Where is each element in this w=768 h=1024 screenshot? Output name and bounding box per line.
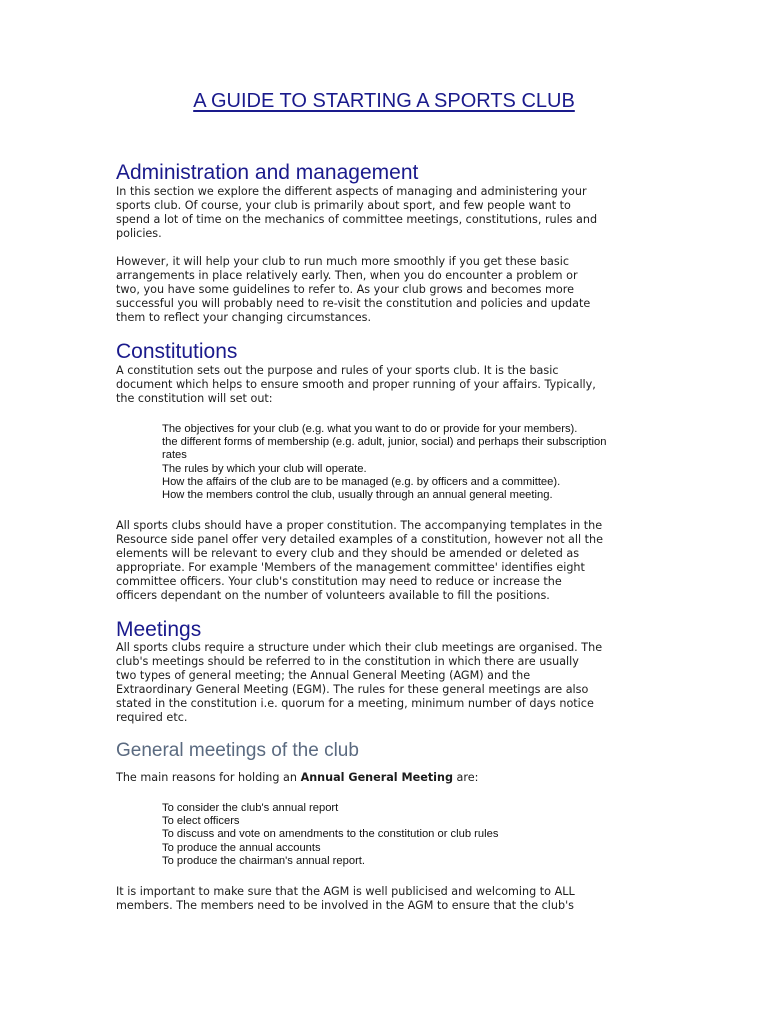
- text-line: two types of general meeting; the Annual General Meeting (AGM) and the: [116, 668, 531, 682]
- admin-paragraph-2: [116, 255, 656, 325]
- text-line: successful you will probably need to re-visit the constitution and policies and update: [116, 296, 591, 310]
- list-item: The objectives for your club (e.g. what you want to do or provide for your members).: [162, 423, 578, 435]
- text-line: In this section we explore the different aspects of managing and administering your: [116, 185, 587, 198]
- text-line: members. The members need to be involved in the AGM to ensure that the club's: [116, 898, 575, 912]
- text-line: document which helps to ensure smooth and proper running of your affairs. Typically,: [116, 377, 596, 391]
- constitution-contents-list: [162, 423, 662, 502]
- document-title: A GUIDE TO STARTING A SPORTS CLUB: [193, 90, 575, 112]
- list-item: To produce the annual accounts: [162, 841, 321, 854]
- list-item: To consider the club's annual report: [162, 802, 339, 814]
- text-line: spend a lot of time on the mechanics of committee meetings, constitutions, rules and: [116, 212, 598, 226]
- list-item: How the members control the club, usually through an annual general meeting.: [162, 489, 553, 502]
- text-line: arrangements in place relatively early. Then, when you do encounter a problem or: [116, 268, 578, 282]
- constitutions-paragraph-2: [116, 519, 656, 602]
- list-item: How the affairs of the club are to be managed (e.g. by officers and a committee).: [162, 475, 561, 488]
- intro-text: The main reasons for holding an: [116, 771, 301, 784]
- list-item: To elect officers: [162, 815, 240, 828]
- text-line: Resource side panel offer very detailed examples of a constitution, however not all the: [116, 532, 603, 546]
- text-line: the constitution will set out:: [116, 391, 273, 405]
- general-meetings-intro: [116, 771, 656, 785]
- heading-general-meetings: General meetings of the club: [116, 740, 359, 761]
- text-line: appropriate. For example 'Members of the management committee' identifies eight: [116, 560, 585, 574]
- list-item: the different forms of membership (e.g. adult, junior, social) and perhaps their subscription: [162, 436, 607, 449]
- heading-administration: Administration and management: [116, 161, 419, 184]
- text-line: two, you have some guidelines to refer to. As your club grows and becomes more: [116, 282, 574, 296]
- text-line: stated in the constitution i.e. quorum for a meeting, minimum number of days notice: [116, 696, 594, 710]
- text-line: A constitution sets out the purpose and rules of your sports club. It is the basic: [116, 364, 559, 377]
- list-item: To produce the chairman's annual report.: [162, 854, 366, 867]
- text-line: [116, 771, 656, 785]
- text-line: All sports clubs require a structure under which their club meetings are organised. The: [116, 641, 603, 654]
- heading-meetings: Meetings: [116, 618, 202, 641]
- text-line: required etc.: [116, 710, 188, 724]
- text-line: policies.: [116, 226, 162, 240]
- text-line: elements will be relevant to every club and they should be amended or deleted as: [116, 546, 580, 560]
- intro-text-end: are:: [452, 771, 479, 784]
- text-line: club's meetings should be referred to in the constitution in which there are usually: [116, 654, 579, 668]
- text-line: Extraordinary General Meeting (EGM). The rules for these general meetings are also: [116, 682, 589, 696]
- meetings-paragraph: [116, 641, 656, 724]
- text-line: them to reflect your changing circumstances.: [116, 310, 372, 324]
- general-meetings-paragraph-2: [116, 885, 656, 913]
- text-line: committee officers. Your club's constitution may need to reduce or increase the: [116, 574, 562, 588]
- heading-constitutions: Constitutions: [116, 340, 238, 363]
- admin-paragraph-1: [116, 185, 656, 241]
- list-item: The rules by which your club will operate.: [162, 462, 367, 475]
- text-line: However, it will help your club to run much more smoothly if you get these basic: [116, 255, 569, 268]
- list-item: rates: [162, 449, 187, 462]
- intro-bold-term: Annual General Meeting: [300, 771, 453, 784]
- text-line: sports club. Of course, your club is primarily about sport, and few people want to: [116, 198, 571, 212]
- text-line: All sports clubs should have a proper constitution. The accompanying templates in the: [116, 519, 603, 532]
- text-line: It is important to make sure that the AGM is well publicised and welcoming to ALL: [116, 885, 575, 898]
- list-item: To discuss and vote on amendments to the constitution or club rules: [162, 828, 499, 841]
- text-line: officers dependant on the number of volunteers available to fill the positions.: [116, 588, 550, 602]
- constitutions-intro: [116, 364, 656, 406]
- agm-reasons-list: [162, 802, 662, 868]
